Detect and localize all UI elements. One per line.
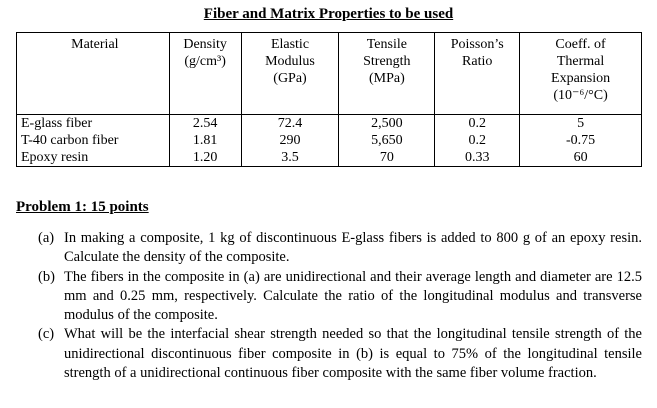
header-line: (GPa) xyxy=(273,71,307,86)
table-cell: 2.54 xyxy=(169,115,241,133)
material-name-cell: E-glass fiber xyxy=(17,115,170,133)
item-label: (a) xyxy=(38,230,55,246)
table-cell: 72.4 xyxy=(241,115,339,133)
table-cell: 0.33 xyxy=(435,149,520,167)
problem-title: Problem 1: 15 points xyxy=(16,199,149,215)
table-cell: 0.2 xyxy=(435,115,520,133)
header-line: Coeff. of xyxy=(555,37,606,52)
table-cell: 5 xyxy=(520,115,642,133)
header-line: (10⁻⁶/°C) xyxy=(553,88,608,103)
item-label: (c) xyxy=(38,326,55,343)
header-line: Thermal xyxy=(556,54,605,69)
table-cell: 2,500 xyxy=(339,115,435,133)
problem-item xyxy=(38,229,642,268)
header-line: Ratio xyxy=(462,54,493,69)
table-row xyxy=(17,115,642,133)
problem-item xyxy=(38,268,642,326)
header-line: Modulus xyxy=(265,54,315,69)
table-row xyxy=(17,149,642,167)
header-line: Expansion xyxy=(551,71,611,86)
table-cell: 290 xyxy=(241,132,339,149)
table-cell: 0.2 xyxy=(435,132,520,149)
item-text: The fibers in the composite in (a) are unidirectional and their average length and diameter are 12.5 mm and 0.25 mm, respectively. Calculate the ratio of the longitudinal modulus and transverse modulus of the composite. xyxy=(64,268,642,324)
table-header-cell xyxy=(520,33,642,115)
item-text: What will be the interfacial shear strength needed so that the longitudinal tensile strength of the unidirectional discontinuous fiber composite in (b) is equal to 75% of the longitudinal tensile strength of a unidirectional continuous fiber composite with the same fiber volume fraction. xyxy=(64,326,642,382)
table-header-row xyxy=(17,33,642,115)
material-name-cell: T-40 carbon fiber xyxy=(17,132,170,149)
table-header-cell xyxy=(17,33,170,115)
header-line: Density xyxy=(183,37,227,52)
table-header-cell xyxy=(241,33,339,115)
header-line: Tensile xyxy=(366,37,407,52)
table-body xyxy=(17,115,642,167)
material-name-cell: Epoxy resin xyxy=(17,149,170,167)
table-row xyxy=(17,132,642,149)
header-line: Elastic xyxy=(270,37,310,52)
table-cell: 60 xyxy=(520,149,642,167)
problem-items xyxy=(38,229,642,383)
problem-item xyxy=(38,325,642,383)
table-header-cell xyxy=(435,33,520,115)
table-cell: 3.5 xyxy=(241,149,339,167)
table-cell: 70 xyxy=(339,149,435,167)
item-text: In making a composite, 1 kg of discontinuous E-glass fibers is added to 800 g of an epoxy resin. Calculate the density of the composite. xyxy=(64,230,642,266)
table-cell: 1.81 xyxy=(169,132,241,149)
table-header-cell xyxy=(169,33,241,115)
item-label: (b) xyxy=(38,268,55,285)
header-line: (g/cm³) xyxy=(184,54,226,69)
table-cell: 5,650 xyxy=(339,132,435,149)
header-line: Strength xyxy=(363,54,411,69)
table-cell: -0.75 xyxy=(520,132,642,149)
header-line: (MPa) xyxy=(368,71,405,86)
header-line: Material xyxy=(71,37,119,52)
properties-table xyxy=(16,32,642,167)
page-title: Fiber and Matrix Properties to be used xyxy=(203,6,454,22)
table-header-cell xyxy=(339,33,435,115)
table-cell: 1.20 xyxy=(169,149,241,167)
header-line: Poisson’s xyxy=(450,37,504,52)
